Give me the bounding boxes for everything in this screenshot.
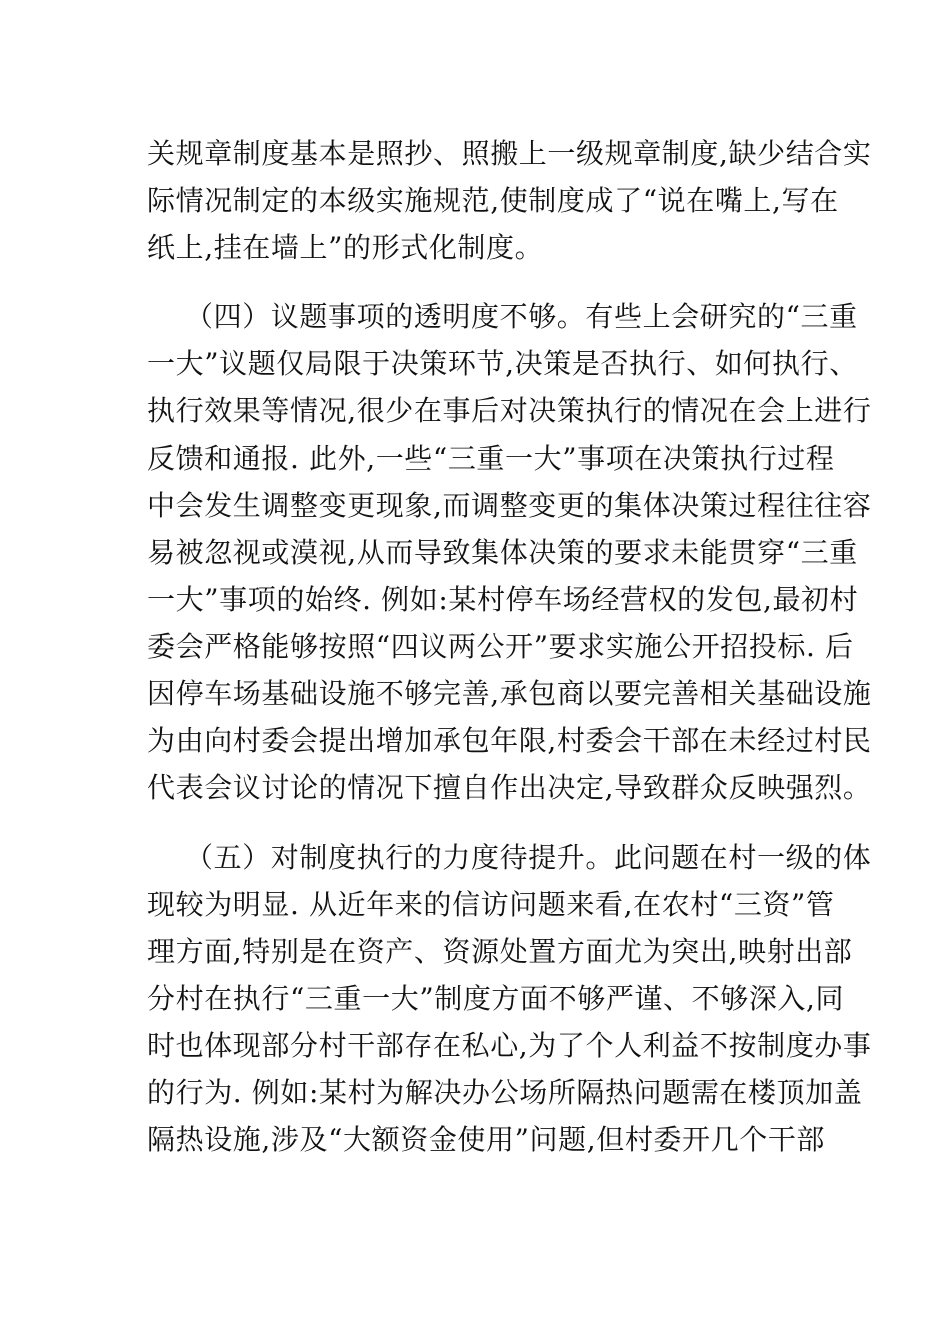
paragraph-1-line-2: 际情况制定的本级实施规范,使制度成了“说在嘴上,写在 bbox=[147, 184, 839, 217]
paragraph-3-line-6: 的行为. 例如:某村为解决办公场所隔热问题需在楼顶加盖 bbox=[147, 1076, 863, 1109]
paragraph-2-line-9: 因停车场基础设施不够完善,承包商以要完善相关基础设施 bbox=[147, 677, 872, 710]
paragraph-2-line-10: 为由向村委会提出增加承包年限,村委会干部在未经过村民 bbox=[147, 724, 872, 757]
paragraph-1-line-3: 纸上,挂在墙上”的形式化制度。 bbox=[147, 231, 544, 264]
paragraph-2-line-7: 一大”事项的始终. 例如:某村停车场经营权的发包,最初村 bbox=[147, 583, 859, 616]
paragraph-2-line-1: （四）议题事项的透明度不够。有些上会研究的“三重 bbox=[185, 300, 858, 333]
paragraph-2-line-6: 易被忽视或漠视,从而导致集体决策的要求未能贯穿“三重 bbox=[147, 536, 858, 569]
paragraph-2-line-4: 反馈和通报. 此外,一些“三重一大”事项在决策执行过程 bbox=[147, 442, 835, 475]
paragraph-2-line-8: 委会严格能够按照“四议两公开”要求实施公开招投标. 后 bbox=[147, 630, 854, 663]
paragraph-3-line-4: 分村在执行“三重一大”制度方面不够严谨、不够深入,同 bbox=[147, 982, 845, 1015]
paragraph-3-line-7: 隔热设施,涉及“大额资金使用”问题,但村委开几个干部 bbox=[147, 1123, 826, 1156]
paragraph-1-line-1: 关规章制度基本是照抄、照搬上一级规章制度,缺少结合实 bbox=[147, 137, 872, 170]
paragraph-3-line-5: 时也体现部分村干部存在私心,为了个人利益不按制度办事 bbox=[147, 1029, 872, 1062]
paragraph-3-line-3: 理方面,特别是在资产、资源处置方面尤为突出,映射出部 bbox=[147, 935, 853, 968]
paragraph-2-line-3: 执行效果等情况,很少在事后对决策执行的情况在会上进行 bbox=[147, 394, 872, 427]
paragraph-2-line-2: 一大”议题仅局限于决策环节,决策是否执行、如何执行、 bbox=[147, 347, 858, 380]
paragraph-3-line-2: 现较为明显. 从近年来的信访问题来看,在农村“三资”管 bbox=[147, 888, 835, 921]
paragraph-2-line-11: 代表会议讨论的情况下擅自作出决定,导致群众反映强烈。 bbox=[147, 771, 872, 804]
paragraph-2-line-5: 中会发生调整变更现象,而调整变更的集体决策过程往往容 bbox=[147, 489, 872, 522]
paragraph-3-line-1: （五）对制度执行的力度待提升。此问题在村一级的体 bbox=[185, 841, 872, 874]
